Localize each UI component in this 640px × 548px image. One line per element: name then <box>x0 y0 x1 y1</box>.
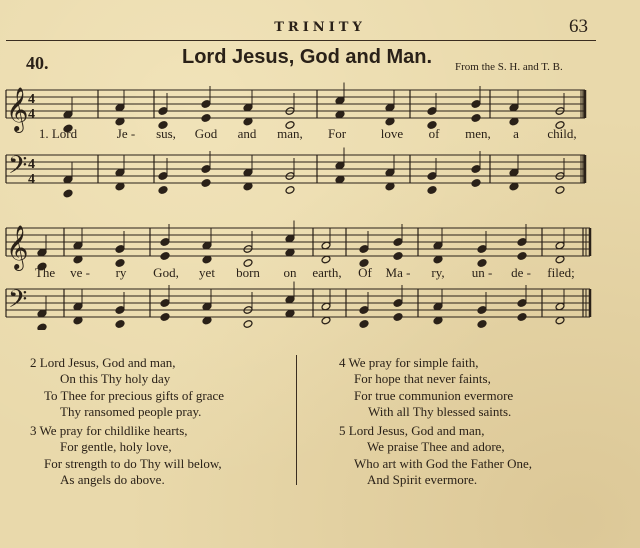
hymn-title: Lord Jesus, God and Man. <box>182 46 433 68</box>
note-head <box>37 323 47 330</box>
lyric-syllable: earth, <box>312 265 342 280</box>
page-number: 63 <box>569 16 588 37</box>
note-head <box>158 186 168 195</box>
treble-clef-icon: 𝄞 <box>6 87 29 131</box>
lyric-syllable: For <box>327 126 347 141</box>
stanza-5 <box>339 423 532 488</box>
note-head <box>115 320 125 329</box>
lyric-syllable: men, <box>465 126 491 141</box>
lyric-syllable: and <box>237 126 257 141</box>
note-head <box>471 114 481 123</box>
time-signature-lower: 4 <box>28 107 35 122</box>
lyric-syllable: Of <box>358 265 372 280</box>
note-head <box>201 114 211 123</box>
lyric-syllable: child, <box>547 126 577 141</box>
time-signature-upper: 4 <box>28 157 35 172</box>
stanza-line-text: We pray for simple faith, <box>348 355 479 370</box>
note-head <box>477 320 487 329</box>
stanza-4 <box>339 355 513 420</box>
stanza-number: 3 <box>30 423 37 438</box>
stanza-line-text: We pray for childlike hearts, <box>39 423 188 438</box>
stanza-number: 5 <box>339 423 346 438</box>
lyric-syllable: un - <box>471 265 493 280</box>
note-head <box>471 179 481 188</box>
lyric-syllable: a <box>513 126 519 141</box>
stanza-number: 4 <box>339 355 346 370</box>
stanza-line-text: Lord Jesus, God and man, <box>348 423 485 438</box>
time-signature-upper: 4 <box>28 92 35 107</box>
lyric-syllable: born <box>236 265 260 280</box>
stanza-line: As angels do above. <box>60 471 165 487</box>
lyric-syllable: God <box>194 126 218 141</box>
music-score <box>0 70 640 330</box>
lyric-syllable: ry <box>115 265 127 280</box>
note-head <box>201 179 211 188</box>
stanza-line: With all Thy blessed saints. <box>368 403 512 419</box>
time-signature-lower: 4 <box>28 172 35 187</box>
hymn-attribution: From the S. H. and T. B. <box>455 61 563 73</box>
lyric-syllable: Je - <box>116 126 136 141</box>
stanza-line <box>339 423 532 439</box>
note-head <box>243 320 253 329</box>
hymn-number: 40. <box>26 53 49 73</box>
lyric-syllable: filed; <box>547 265 575 280</box>
lyric-syllable: God, <box>153 265 179 280</box>
lyric-syllable: on <box>283 265 297 280</box>
lyric-line-1 <box>0 126 640 142</box>
lyric-syllable: de - <box>511 265 531 280</box>
stanza-line <box>339 355 513 371</box>
stanza-line-text: Lord Jesus, God and man, <box>39 355 176 370</box>
note-head <box>359 320 369 329</box>
note-head <box>63 189 73 198</box>
running-title: TRINITY <box>274 20 366 35</box>
treble-clef-icon: 𝄞 <box>6 225 29 269</box>
lyric-syllable: ry, <box>431 265 445 280</box>
stanza-2 <box>30 355 224 420</box>
note-head <box>517 313 527 322</box>
stanza-line: Thy ransomed people pray. <box>60 403 202 419</box>
note-head <box>517 252 527 261</box>
lyric-syllable: yet <box>199 265 215 280</box>
lyric-line-2 <box>0 265 640 281</box>
lyric-syllable: Ma - <box>385 265 411 280</box>
column-divider <box>296 355 297 485</box>
stanza-line: For gentle, holy love, <box>60 439 172 455</box>
stanza-line: For true communion evermore <box>354 387 514 403</box>
note-head <box>555 186 565 195</box>
header-rule <box>6 40 596 41</box>
note-head <box>393 313 403 322</box>
stanza-line: We praise Thee and adore, <box>367 439 505 455</box>
stanza-line: For strength to do Thy will below, <box>44 455 222 471</box>
stanza-line: To Thee for precious gifts of grace <box>44 387 225 403</box>
note-head <box>160 313 170 322</box>
stanza-line: Who art with God the Father One, <box>354 455 532 471</box>
stanza-line: And Spirit evermore. <box>367 471 478 487</box>
stanza-3 <box>30 423 222 488</box>
note-head <box>393 252 403 261</box>
note-head <box>427 186 437 195</box>
lyric-syllable: man, <box>277 126 303 141</box>
bass-clef-icon: 𝄢 <box>8 285 28 320</box>
lyric-syllable: 1. Lord <box>38 126 78 141</box>
stanza-line: On this Thy holy day <box>60 371 171 387</box>
lyric-syllable: sus, <box>156 126 176 141</box>
note-head <box>285 186 295 195</box>
lyric-syllable: ve - <box>70 265 90 280</box>
bass-clef-icon: 𝄢 <box>8 151 28 186</box>
lyric-syllable: of <box>428 126 440 141</box>
lyric-syllable: The <box>34 265 56 280</box>
lyric-syllable: love <box>380 126 404 141</box>
note-head <box>160 252 170 261</box>
stanza-number: 2 <box>30 355 37 370</box>
stanza-line: For hope that never faints, <box>354 371 491 387</box>
stanza-line <box>30 423 222 439</box>
stanza-line <box>30 355 224 371</box>
